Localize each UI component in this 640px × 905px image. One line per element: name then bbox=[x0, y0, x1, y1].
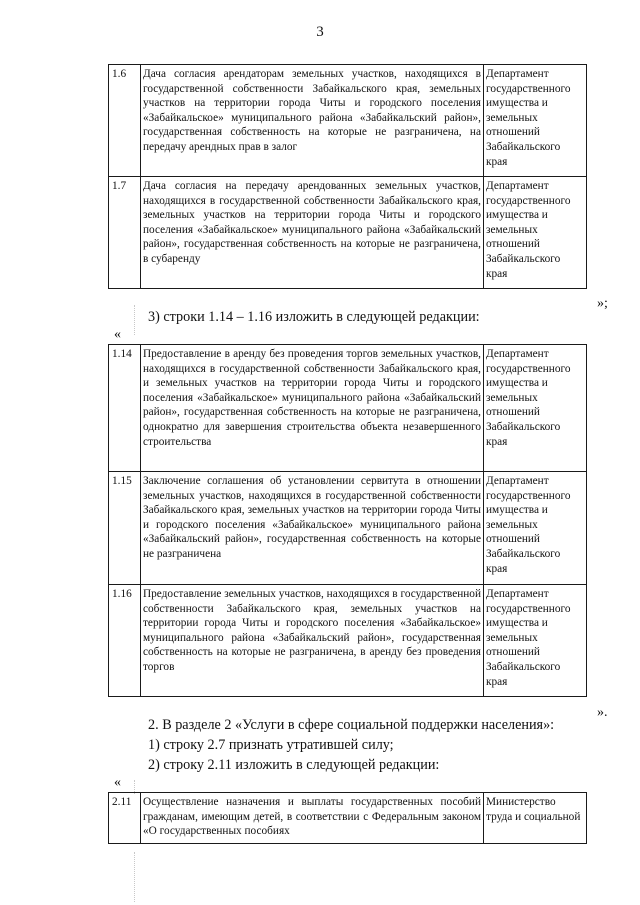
service-description: Дача согласия арендаторам земельных участков, находящихся в государственной собственности Забайкальского края, земельных участков на территории города Читы и городского поселения «Забайкальское» муниципального района «Забайкальский район», государственная собственность на которые не разграничена, на передачу арендных прав в залог bbox=[141, 65, 484, 177]
scan-artifact-line bbox=[134, 305, 136, 335]
table-row bbox=[109, 585, 587, 697]
row-number: 1.6 bbox=[109, 65, 141, 177]
services-table-b bbox=[108, 344, 587, 697]
service-description: Дача согласия на передачу арендованных земельных участков, находящихся в государственной собственности Забайкальского края, земельных участков на территории города Читы и городского поселения «Забайкальское» муниципального района «Забайкальский район», государственная собственность на которые не разграничена, в субаренду bbox=[141, 177, 484, 289]
row-number: 1.7 bbox=[109, 177, 141, 289]
service-description: Предоставление в аренду без проведения торгов земельных участков, находящихся в государственной собственности Забайкальского края, и земельных участков на территории города Читы и городского поселения «Забайкальское» муниципального района «Забайкальский район», государственная собственность на которые не разграничена, однократно для завершения строительства объекта незавершенного строительства bbox=[141, 345, 484, 472]
table-row bbox=[109, 177, 587, 289]
row-number: 2.11 bbox=[109, 793, 141, 844]
responsible-department: Департамент государственного имущества и земельных отношений Забайкальского края bbox=[484, 65, 587, 177]
page-number: 3 bbox=[316, 24, 324, 40]
scan-artifact-line bbox=[134, 852, 136, 902]
responsible-department: Департамент государственного имущества и земельных отношений Забайкальского края bbox=[484, 585, 587, 697]
amendment-point-2: 2) строку 2.11 изложить в следующей редакции: bbox=[148, 757, 440, 773]
closing-quote: »; bbox=[597, 296, 608, 311]
table-row bbox=[109, 345, 587, 472]
services-table-c bbox=[108, 792, 587, 844]
row-number: 1.14 bbox=[109, 345, 141, 472]
services-table-a bbox=[108, 64, 587, 289]
closing-quote: ». bbox=[597, 705, 608, 720]
amendment-point-1: 1) строку 2.7 признать утратившей силу; bbox=[148, 737, 394, 753]
opening-quote: « bbox=[114, 775, 121, 790]
opening-quote: « bbox=[114, 327, 121, 342]
service-description: Заключение соглашения об установлении сервитута в отношении земельных участков, находящихся в государственной собственности Забайкальского края, земельных участков на территории города Читы и городского поселения «Забайкальское» муниципального района «Забайкальский район», государственная собственность на которые не разграничена bbox=[141, 472, 484, 585]
responsible-department: Министерство труда и социальной bbox=[484, 793, 587, 844]
responsible-department: Департамент государственного имущества и земельных отношений Забайкальского края bbox=[484, 472, 587, 585]
service-description: Предоставление земельных участков, находящихся в государственной собственности Забайкальского края, земельных участков на территории города Читы и городского поселения «Забайкальское» муниципального района «Забайкальский район», государственная собственность на которые не разграничена, в аренду без проведения торгов bbox=[141, 585, 484, 697]
scan-artifact-line bbox=[134, 780, 136, 794]
amendment-point-3: 3) строки 1.14 – 1.16 изложить в следующей редакции: bbox=[148, 309, 480, 325]
row-number: 1.16 bbox=[109, 585, 141, 697]
table-row bbox=[109, 65, 587, 177]
responsible-department: Департамент государственного имущества и земельных отношений Забайкальского края bbox=[484, 345, 587, 472]
table-row bbox=[109, 793, 587, 844]
service-description: Осуществление назначения и выплаты государственных пособий гражданам, имеющим детей, в соответствии с Федеральным законом «О государственных пособиях bbox=[141, 793, 484, 844]
responsible-department: Департамент государственного имущества и земельных отношений Забайкальского края bbox=[484, 177, 587, 289]
table-row bbox=[109, 472, 587, 585]
section-2-heading: 2. В разделе 2 «Услуги в сфере социальной поддержки населения»: bbox=[148, 717, 555, 733]
row-number: 1.15 bbox=[109, 472, 141, 585]
